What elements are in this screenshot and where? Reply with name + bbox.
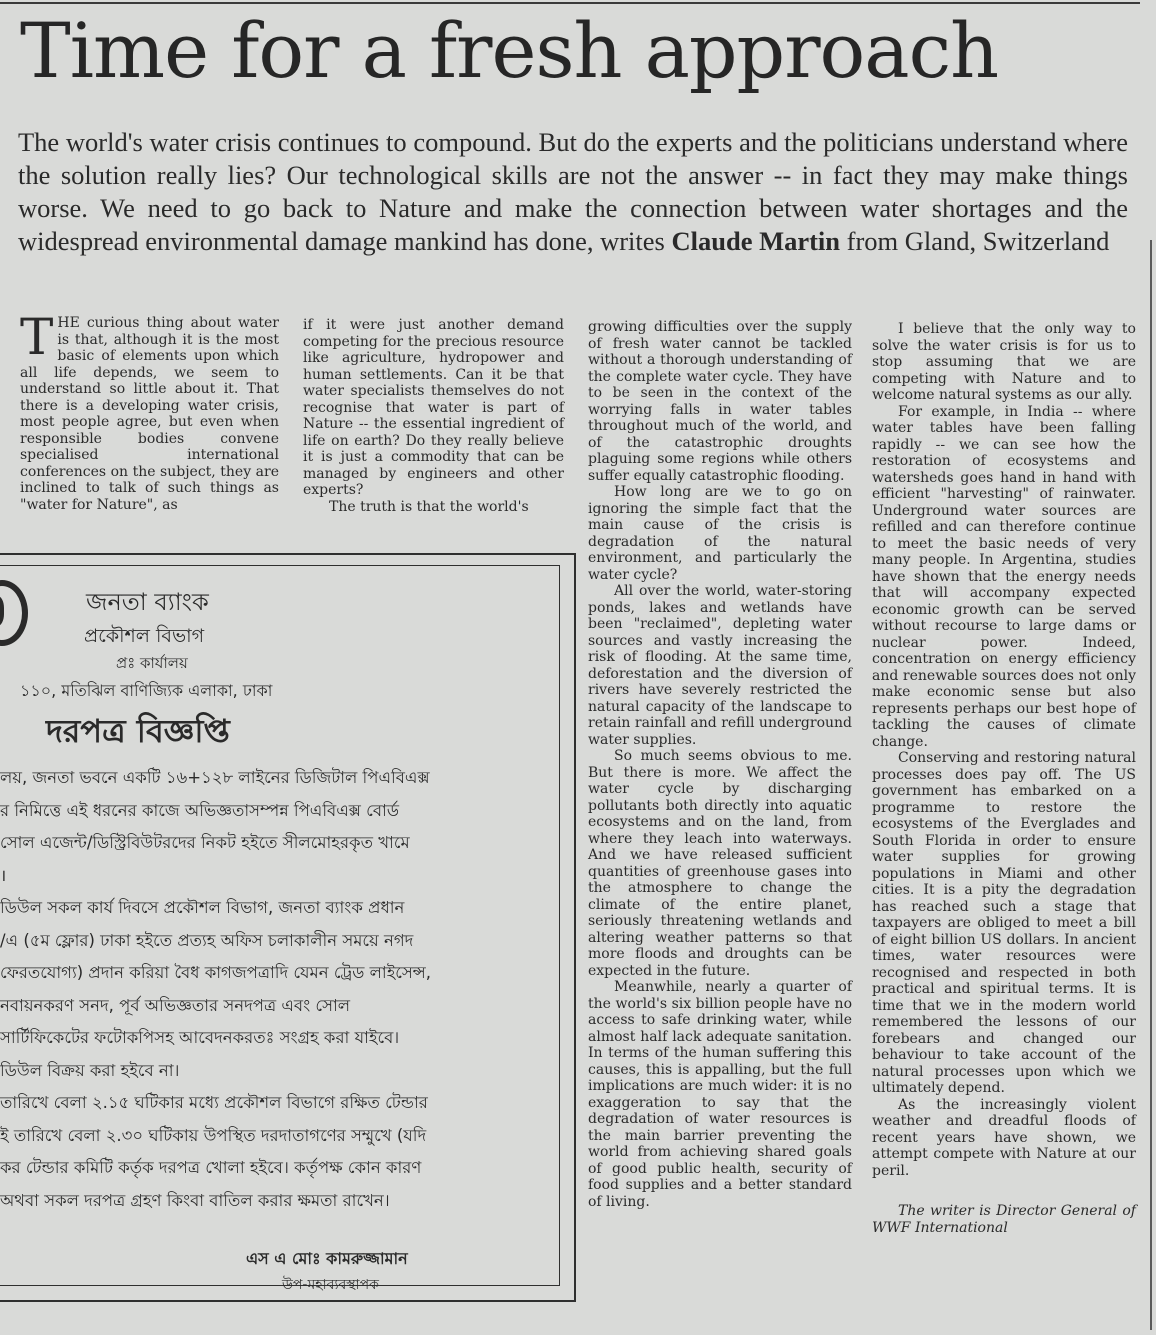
standfirst: [18, 126, 1128, 258]
notice-line: সার্টিফিকেটের ফটোকপিসহ আবেদনকরতঃ সংগ্রহ করা যাইবে।: [0, 1028, 400, 1047]
top-rule: [0, 2, 1140, 4]
notice-line: /এ (৫ম ফ্লোর) ঢাকা হইতে প্রত্যহ অফিস চলাকালীন সময়ে নগদ: [0, 930, 414, 950]
paragraph: So much seems obvious to me. But there is more. We affect the water cycle by discharging pollutants both directly into aquatic ecosystems and on the land, from where they leach into waterways. And we have released sufficient quantities of greenhouse gases into the atmosphere to change the climate of the entire planet, seriously threatening wetlands and altering weather patterns so that more floods and droughts can be expected in the future.: [588, 748, 852, 979]
headline: Time for a fresh approach: [20, 6, 999, 95]
advertisement-inner-frame: [0, 565, 560, 1293]
paragraph: All over the world, water-storing ponds, lakes and wetlands have been "reclaimed", depleting water sources and vastly increasing the risk of flooding. At the same time, deforestation and the diversion of rivers have severely restricted the natural capacity of the landscape to retain rainfall and refill underground water supplies.: [588, 583, 852, 748]
notice-line: তারিখে বেলা ২.১৫ ঘটিকার মধ্যে প্রকৌশল বিভাগে রক্ষিত টেন্ডার: [0, 1093, 428, 1112]
signatory-name: এস এ মোঃ কামরুজ্জামান: [246, 1249, 408, 1268]
notice-line: লয়, জনতা ভবনে একটি ১৬+১২৮ লাইনের ডিজিটাল পিএবিএক্স: [0, 768, 430, 787]
notice-line: র নিমিত্তে এই ধরনের কাজে অভিজ্ঞতাসম্পন্ন পিএবিএক্স বোর্ড: [0, 800, 399, 820]
signatory-designation: উপ-মহাব্যবস্থাপক: [282, 1277, 379, 1293]
notice-line: অথবা সকল দরপত্র গ্রহণ কিংবা বাতিল করার ক্ষমতা রাখেন।: [0, 1190, 390, 1210]
office-name: প্রঃ কার্যালয়: [116, 654, 188, 672]
bank-name: জনতা ব্যাংক: [86, 588, 209, 616]
standfirst-location: from Gland, Switzerland: [840, 226, 1110, 256]
article-column-3: [588, 319, 852, 1210]
notice-line: কর টেন্ডার কমিটি কর্তৃক দরপত্র খোলা হইবে। কর্তৃপক্ষ কোন কারণ: [0, 1158, 422, 1177]
article-column-2: [303, 317, 564, 515]
bank-logo-icon: [0, 580, 28, 646]
paragraph: Meanwhile, nearly a quarter of the world's six billion people have no access to safe drinking water, while almost half lack adequate sanitation. In terms of the human suffering this causes, this is appalling, but the full implications are much wider: it is no exaggeration to say that the degradation of water resources is the main barrier preventing the world from achieving shared goals of good public health, security of food supplies and a better standard of living.: [588, 979, 852, 1210]
notice-line: ফেরতযোগ্য) প্রদান করিয়া বৈধ কাগজপত্রাদি যেমন ট্রেড লাইসেন্স,: [0, 963, 432, 982]
article-column-4: [872, 321, 1136, 1236]
author-name: Claude Martin: [671, 226, 841, 256]
department-name: প্রকৌশল বিভাগ: [84, 625, 205, 647]
paragraph: The truth is that the world's: [329, 498, 529, 515]
paragraph: For example, in India -- where water tables have been falling rapidly -- we can see how the restoration of ecosystems and watersheds goes hand in hand with efficient "harvesting" of rainwater. Underground water sources are refilled and can therefore continue to meet the basic needs of very many people. In Argentina, studies have shown that the energy needs that will accompany expected economic growth can be served without recourse to large dams or nuclear power. Indeed, concentration on energy efficiency and renewable sources does not only make economic sense but also represents perhaps our best hope of tackling the causes of climate change.: [872, 403, 1136, 750]
notice-line: ডিউল বিক্রয় করা হইবে না।: [0, 1060, 180, 1080]
tender-notice-title: দরপত্র বিজ্ঞপ্তি: [46, 712, 230, 750]
standfirst-text: The world's water crisis continues to compound. But do the experts and the politicians understand where the solution really lies? Our technological skills are not the answer -- in fact they may make things worse. We need to go back to Nature and make the connection between water shortages and the widespread environmental damage mankind has done, writes: [18, 127, 1128, 256]
notice-line: ।: [0, 865, 7, 885]
paragraph: I believe that the only way to solve the water crisis is for us to stop assuming that we are competing with Nature and to welcome natural systems as our ally.: [872, 321, 1136, 403]
notice-line: ই তারিখে বেলা ২.৩০ ঘটিকায় উপস্থিত দরদাতাগণের সম্মুখে (যদি: [0, 1125, 427, 1145]
paragraph: growing difficulties over the supply of fresh water cannot be tackled without a thorough understanding of the complete water cycle. They have to be seen in the context of the worrying falls in water tables throughout much of the world, and of the catastrophic droughts plaguing some regions while others suffer equally catastrophic flooding.: [588, 319, 852, 484]
drop-cap: T: [20, 308, 54, 366]
paragraph: if it were just another demand competing for the precious resource like agriculture, hydropower and human settlements. Can it be that water specialists themselves do not recognise that water is part of Nature -- the essential ingredient of life on earth? Do they really believe it is just a commodity that can be managed by engineers and other experts?: [303, 317, 564, 498]
paragraph: As the increasingly violent weather and dreadful floods of recent years have shown, we attempt compete with Nature at our peril.: [872, 1096, 1136, 1179]
paragraph: How long are we to go on ignoring the simple fact that the main cause of the crisis is degradation of the natural environment, and particularly the water cycle?: [588, 484, 852, 583]
notice-line: নবায়নকরণ সনদ, পূর্ব অভিজ্ঞতার সনদপত্র এবং সোল: [0, 995, 351, 1015]
tender-notice-body: [0, 762, 550, 1217]
tender-advertisement: [0, 553, 576, 1302]
writer-credit: The writer is Director General of WWF International: [872, 1203, 1136, 1236]
column-rule-right: [1150, 240, 1152, 1330]
bank-address: ১১০, মতিঝিল বাণিজ্যিক এলাকা, ঢাকা: [20, 681, 273, 700]
notice-line: সোল এজেন্ট/ডিস্ট্রিবিউটরদের নিকট হইতে সীলমোহরকৃত খামে: [0, 833, 410, 852]
notice-line: ডিউল সকল কার্য দিবসে প্রকৌশল বিভাগ, জনতা ব্যাংক প্রধান: [0, 898, 405, 917]
article-column-1: [20, 308, 279, 513]
paragraph: Conserving and restoring natural processes does pay off. The US government has embarked on a programme to restore the ecosystems of the Everglades and South Florida in order to ensure water supplies for growing populations in Miami and other cities. It is a pity the degradation has reached such a stage that taxpayers are obliged to meet a bill of eight billion US dollars. In ancient times, water resources were recognised and respected in both practical and spiritual terms. It is time that we in the modern world remembered the lessons of our forebears and changed our behaviour to take account of the natural processes upon which we ultimately depend.: [872, 750, 1136, 1096]
paragraph: HE curious thing about water is that, although it is the most basic of elements upon which all life depends, we seem to understand so little about it. That there is a developing water crisis, most people agree, but even when responsible bodies convene specialised international conferences on the subject, they are inclined to talk of such things as "water for Nature", as: [20, 315, 279, 513]
